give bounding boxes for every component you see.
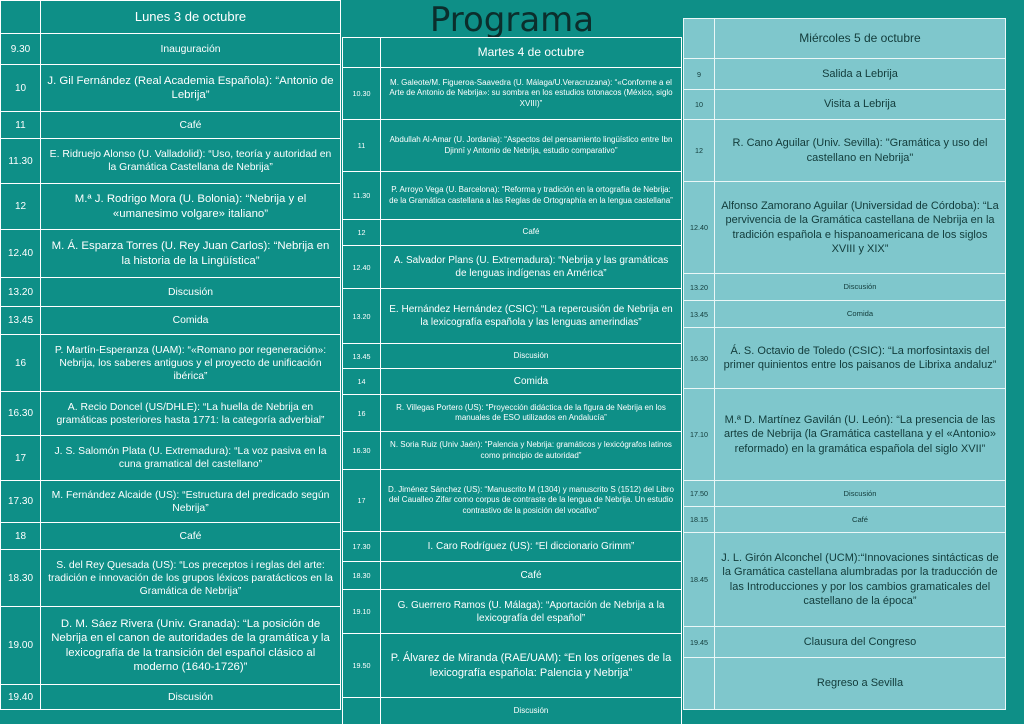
session-cell: A. Recio Doncel (US/DHLE): “La huella de Nebrija en gramáticas posteriores hasta 1771: la categoría adverbial” — [56, 401, 325, 426]
session-cell: N. Soria Ruiz (Univ Jaén): “Palencia y Nebrija: gramáticos y lexicógrafos latinos como principio de autoridad” — [390, 440, 672, 460]
time-cell: 17 — [343, 470, 381, 531]
schedule-row — [1, 183, 340, 229]
session-cell: G. Guerrero Ramos (U. Málaga): “Aportación de Nebrija a la lexicografía del español” — [397, 599, 665, 624]
session-cell: R. Cano Aguilar (Univ. Sevilla): "Gramática y uso del castellano en Nebrija" — [732, 137, 988, 164]
time-cell: 17.30 — [1, 481, 41, 522]
schedule-row — [684, 388, 1005, 480]
session-cell: P. Martín-Esperanza (UAM): “«Romano por regeneración»: Nebrija, los saberes antiguos y el proyecto de unificación ibérica” — [54, 344, 327, 382]
schedule-row — [1, 277, 340, 306]
session-cell: Clausura del Congreso — [803, 635, 917, 648]
session-cell: E. Ridruejo Alonso (U. Valladolid): “Uso, teoría y autoridad en la Gramática Castellana de Nebrija” — [49, 149, 332, 173]
schedule-row — [684, 480, 1005, 506]
schedule-row — [1, 435, 340, 480]
time-cell: 13.20 — [343, 289, 381, 343]
time-cell: 16 — [343, 395, 381, 431]
schedule-row — [684, 273, 1005, 300]
session-cell: Regreso a Sevilla — [816, 677, 904, 690]
session-cell: Café — [179, 119, 202, 131]
time-cell: 12.40 — [343, 246, 381, 288]
time-cell: 18.30 — [1, 550, 41, 606]
session-cell: M. Fernández Alcaide (US): “Estructura del predicado según Nebrija” — [51, 489, 330, 514]
time-cell: 13.45 — [343, 344, 381, 368]
schedule-row — [1, 33, 340, 64]
session-cell: M.ª J. Rodrigo Mora (U. Bolonia): “Nebrija y el «umanesimo volgare» italiano” — [74, 193, 307, 220]
schedule-row — [343, 633, 681, 697]
time-cell: 12 — [1, 184, 41, 229]
session-cell: M. Á. Esparza Torres (U. Rey Juan Carlos): “Nebrija en la historia de la Lingüística” — [51, 240, 330, 267]
time-cell — [684, 658, 715, 709]
session-cell: Discusión — [843, 282, 877, 292]
time-cell: 19.40 — [1, 685, 41, 709]
time-cell: 12 — [343, 220, 381, 245]
time-cell: 19.10 — [343, 590, 381, 633]
schedule-row — [1, 549, 340, 606]
session-cell: Discusión — [167, 691, 214, 703]
time-cell: 18.45 — [684, 533, 715, 626]
session-cell: A. Salvador Plans (U. Extremadura): “Nebrija y las gramáticas de lenguas indígenas en América” — [393, 255, 669, 279]
session-cell: J. S. Salomón Plata (U. Extremadura): “La voz pasiva en la cuna gramatical del castellano” — [54, 446, 327, 470]
session-cell: Abdullah Al-Amar (U. Jordania): “Aspectos del pensamiento lingüístico entre Ibn Djinnī y Antonio de Nebrija, estudio comparativo” — [389, 135, 673, 155]
time-cell: 11 — [343, 120, 381, 171]
session-cell: M. Galeote/M. Figueroa-Saavedra (U. Málaga/U.Veracruzana): “«Conforme a el Arte de Antonio de Nebrija»: su sombra en los estudios totonacos (México, siglo XVIII)” — [389, 77, 673, 108]
day-column-tuesday — [342, 37, 682, 724]
session-cell: Discusión — [513, 350, 549, 360]
schedule-row — [343, 394, 681, 431]
page-title: Programa — [429, 0, 595, 40]
schedule-row — [684, 327, 1005, 388]
day-title: Lunes 3 de octubre — [134, 8, 247, 24]
time-cell: 13.20 — [684, 274, 715, 300]
schedule-row — [684, 181, 1005, 273]
time-cell: 10 — [1, 65, 41, 111]
time-cell: 12 — [684, 120, 715, 181]
session-cell: J. Gil Fernández (Real Academia Española): “Antonio de Lebrija” — [47, 74, 334, 101]
time-cell: 13.20 — [1, 278, 41, 306]
schedule-row — [343, 171, 681, 219]
schedule-row — [1, 138, 340, 183]
session-cell: Inauguración — [160, 43, 221, 55]
time-cell: 19.45 — [684, 627, 715, 657]
time-cell: 13.45 — [684, 301, 715, 327]
time-cell: 17 — [1, 436, 41, 480]
time-cell: 11.30 — [343, 172, 381, 219]
day-column-wednesday — [683, 18, 1006, 710]
schedule-row — [684, 657, 1005, 709]
schedule-row — [343, 219, 681, 245]
time-cell: 16 — [1, 335, 41, 391]
schedule-row — [1, 606, 340, 684]
time-cell — [343, 38, 381, 67]
session-cell: D. Jiménez Sánchez (US): “Manuscrito M (1304) y manuscrito S (1512) del Libro del Caualleo Zifar como corpus de contraste de la lengua de Nebrija. Un estudio contrastivo de la posición del vocativo” — [388, 484, 674, 515]
time-cell: 13.45 — [1, 307, 41, 334]
schedule-row — [343, 67, 681, 119]
schedule-row — [684, 532, 1005, 626]
session-cell: M.ª D. Martínez Gavilán (U. León): “La presencia de las artes de Nebrija (la Gramática castellana y el «Antonio» reformado) en la gramática española del siglo XVII” — [723, 414, 997, 455]
schedule-row — [684, 300, 1005, 327]
time-cell: 10 — [684, 90, 715, 119]
time-cell: 11 — [1, 112, 41, 138]
schedule-row — [684, 119, 1005, 181]
time-cell: 12.40 — [1, 230, 41, 277]
schedule-row — [343, 245, 681, 288]
time-cell: 16.30 — [684, 328, 715, 388]
schedule-row — [1, 684, 340, 709]
time-cell — [343, 698, 381, 724]
schedule-row — [1, 306, 340, 334]
day-header-row — [684, 18, 1005, 58]
time-cell: 17.50 — [684, 481, 715, 506]
day-column-monday — [0, 0, 341, 710]
schedule-row — [343, 561, 681, 589]
schedule-row — [343, 368, 681, 394]
day-header-row — [343, 37, 681, 67]
session-cell: Discusión — [167, 286, 214, 298]
schedule-row — [684, 89, 1005, 119]
time-cell: 16.30 — [1, 392, 41, 435]
day-header-row — [1, 0, 340, 33]
session-cell: J. L. Girón Alconchel (UCM):“Innovaciones sintácticas de la Gramática castellana alumbradas por la traducción de las Introducciones y por los cambios gramaticales del castellano de la época” — [721, 551, 999, 607]
time-cell: 11.30 — [1, 139, 41, 183]
schedule-row — [1, 334, 340, 391]
session-cell: P. Álvarez de Miranda (RAE/UAM): “En los orígenes de la lexicografía española: Palencia y Nebrija” — [390, 652, 672, 679]
time-cell: 12.40 — [684, 182, 715, 273]
session-cell: R. Villegas Portero (US): “Proyección didáctica de la figura de Nebrija en los manuales de ESO utilizados en Andalucía” — [396, 402, 666, 422]
session-cell: Comida — [513, 376, 549, 387]
session-cell: E. Hernández Hernández (CSIC): “La repercusión de Nebrija en la lexicografía española y las lenguas amerindias” — [389, 304, 673, 328]
schedule-row — [684, 626, 1005, 657]
time-cell — [1, 1, 41, 33]
session-cell: Á. S. Octavio de Toledo (CSIC): “La morfosintaxis del primer quinientos entre los paisanos de Librixa andaluz” — [723, 344, 997, 371]
session-cell: Café — [851, 514, 869, 524]
schedule-row — [343, 431, 681, 469]
schedule-row — [343, 469, 681, 531]
session-cell: Comida — [846, 309, 874, 319]
time-cell — [684, 19, 715, 58]
schedule-row — [1, 229, 340, 277]
time-cell: 17.30 — [343, 532, 381, 561]
time-cell: 18 — [1, 523, 41, 549]
schedule-row — [1, 391, 340, 435]
session-cell: Comida — [172, 315, 209, 326]
time-cell: 9.30 — [1, 34, 41, 64]
time-cell: 14 — [343, 369, 381, 394]
schedule-row — [343, 288, 681, 343]
schedule-row — [1, 64, 340, 111]
session-cell: Discusión — [843, 488, 877, 498]
time-cell: 17.10 — [684, 389, 715, 480]
schedule-row — [343, 531, 681, 561]
session-cell: Discusión — [513, 705, 549, 715]
session-cell: Alfonso Zamorano Aguilar (Universidad de Córdoba): “La pervivencia de la Gramática castellana de Nebrija en la tradición española e hispanoamericana de los siglos XVIII y XIX” — [721, 199, 999, 255]
session-cell: Café — [520, 570, 542, 581]
time-cell: 9 — [684, 59, 715, 89]
schedule-row — [343, 343, 681, 368]
session-cell: S. del Rey Quesada (US): “Los preceptos i reglas del arte: tradición e innovación de los grupos léxicos paratácticos en la Gramática de Nebrija” — [48, 559, 333, 597]
session-cell: Visita a Lebrija — [824, 98, 896, 111]
time-cell: 19.50 — [343, 634, 381, 697]
schedule-row — [684, 58, 1005, 89]
session-cell: Café — [179, 530, 202, 542]
session-cell: D. M. Sáez Rivera (Univ. Granada): “La posición de Nebrija en el canon de autoridades de la gramática y la lexicografía de la transición del español clásico al moderno (1640-1726)” — [51, 618, 330, 673]
schedule-row — [1, 111, 340, 138]
session-cell: Café — [522, 227, 540, 237]
schedule-row — [1, 522, 340, 549]
session-cell: Salida a Lebrija — [822, 67, 898, 80]
schedule-row — [343, 589, 681, 633]
time-cell: 19.00 — [1, 607, 41, 684]
time-cell: 18.30 — [343, 562, 381, 589]
session-cell: I. Caro Rodríguez (US): “El diccionario Grimm” — [427, 541, 635, 552]
time-cell: 18.15 — [684, 507, 715, 532]
time-cell: 16.30 — [343, 432, 381, 469]
schedule-row — [684, 506, 1005, 532]
day-title: Miércoles 5 de octubre — [799, 30, 921, 45]
session-cell: P. Arroyo Vega (U. Barcelona): “Reforma y tradición en la ortografía de Nebrija: de la Gramática castellana a las Reglas de Ortographía en la lengua castellana” — [389, 185, 673, 205]
schedule-row — [343, 119, 681, 171]
time-cell: 10.30 — [343, 68, 381, 119]
schedule-row — [1, 480, 340, 522]
schedule-row — [343, 697, 681, 724]
day-title: Martes 4 de octubre — [477, 44, 585, 59]
